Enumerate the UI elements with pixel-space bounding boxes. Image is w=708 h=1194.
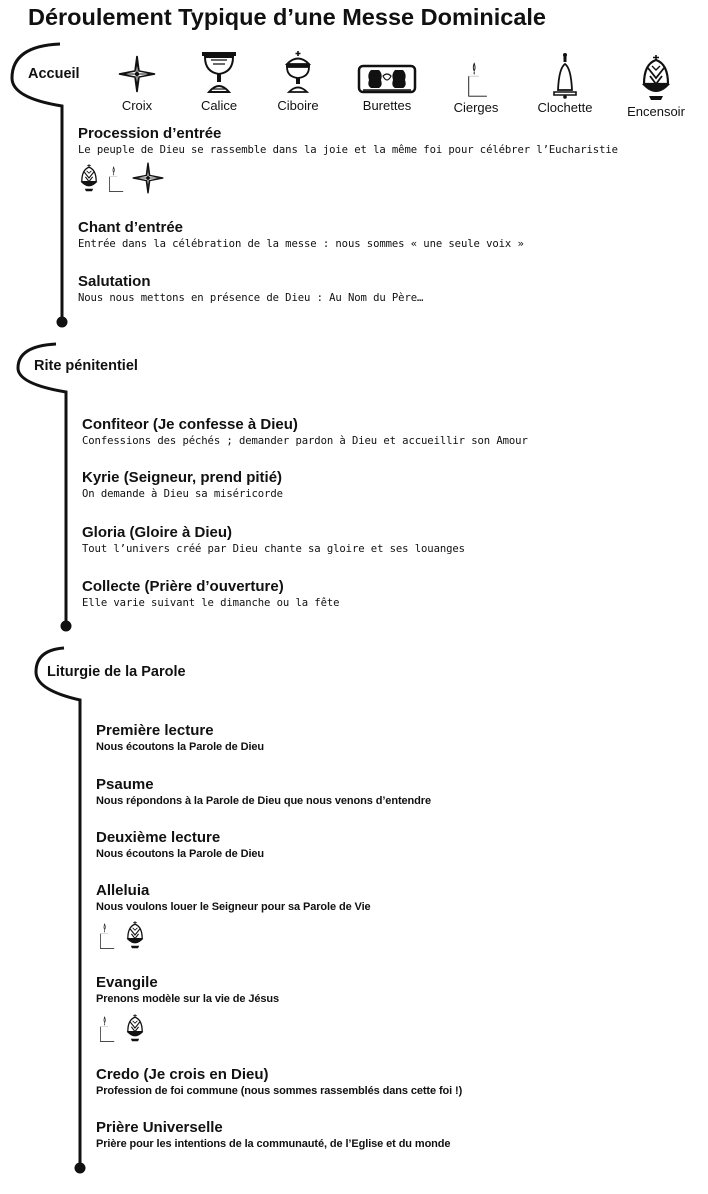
object-label: Encensoir <box>627 104 685 119</box>
timeline-bracket-parole <box>36 648 80 1168</box>
step-title: Chant d’entrée <box>78 219 184 236</box>
step-description: Prière pour les intentions de la communauté, de l’Eglise et du monde <box>96 1138 451 1150</box>
step-procession-entree <box>78 124 618 158</box>
step-credo <box>96 1065 462 1099</box>
object-label: Calice <box>200 98 238 113</box>
step-title: Collecte (Prière d’ouverture) <box>82 578 284 595</box>
object-label: Cierges <box>453 100 499 115</box>
object-label: Burettes <box>362 98 412 113</box>
step-collecte <box>82 577 339 611</box>
step-chant-entree <box>78 218 524 252</box>
step-confiteor <box>82 415 528 449</box>
ciborium-icon <box>278 50 318 94</box>
step-gloria <box>82 523 465 557</box>
step-description: Tout l’univers créé par Dieu chante sa gloire et ses louanges <box>82 543 465 555</box>
object-cierges <box>436 58 516 115</box>
section-label-liturgie-parole: Liturgie de la Parole <box>47 664 186 680</box>
step-title: Salutation <box>78 273 151 290</box>
object-burettes <box>347 60 427 113</box>
step-title: Credo (Je crois en Dieu) <box>96 1066 269 1083</box>
object-label: Ciboire <box>277 98 319 113</box>
candle-icon <box>95 920 117 950</box>
step-title: Evangile <box>96 974 158 991</box>
step-kyrie <box>82 468 283 502</box>
step-description: Confessions des péchés ; demander pardon à Dieu et accueillir son Amour <box>82 435 528 447</box>
bell-icon <box>550 52 580 100</box>
object-calice <box>179 50 259 113</box>
page-title: Déroulement Typique d’une Messe Dominicale <box>28 4 546 30</box>
object-encensoir <box>616 54 696 119</box>
step-premiere-lecture <box>96 721 264 755</box>
step-title: Procession d’entrée <box>78 125 222 142</box>
step-title: Alleluia <box>96 882 150 899</box>
chalice-icon <box>199 50 239 94</box>
step-description: Profession de foi commune (nous sommes rassemblés dans cette foi !) <box>96 1085 463 1097</box>
candle-icon <box>95 1013 117 1043</box>
step-title: Psaume <box>96 776 154 793</box>
step-description: Nous écoutons la Parole de Dieu <box>96 741 265 753</box>
step-deuxieme-lecture <box>96 828 264 862</box>
object-label: Croix <box>121 98 153 113</box>
step-description: Entrée dans la célébration de la messe : nous sommes « une seule voix » <box>78 238 524 250</box>
step-description: Nous écoutons la Parole de Dieu <box>96 848 265 860</box>
step-description: Elle varie suivant le dimanche ou la fête <box>82 597 340 609</box>
step-psaume <box>96 775 431 809</box>
candle-icon <box>104 163 126 193</box>
timeline-end-dot-accueil <box>57 317 68 328</box>
step-priere-universelle <box>96 1118 450 1152</box>
object-clochette <box>525 52 605 115</box>
step-salutation <box>78 272 423 306</box>
step-title: Confiteor (Je confesse à Dieu) <box>82 416 298 433</box>
censer-icon <box>77 163 101 193</box>
object-ciboire <box>258 50 338 113</box>
censer-icon <box>636 54 676 102</box>
censer-icon <box>123 920 147 950</box>
step-description: Nous répondons à la Parole de Dieu que nous venons d’entendre <box>96 795 431 807</box>
step-title: Prière Universelle <box>96 1119 223 1136</box>
timeline-end-dot-rite <box>61 621 72 632</box>
candle-icon <box>461 58 491 98</box>
timeline-end-dot-parole <box>75 1163 86 1174</box>
step-title: Kyrie (Seigneur, prend pitié) <box>82 469 283 486</box>
step-alleluia <box>96 881 371 915</box>
object-label: Clochette <box>537 100 593 115</box>
timeline-bracket-accueil <box>12 44 62 322</box>
cross-icon <box>131 161 165 195</box>
timeline-bracket-rite <box>18 344 66 626</box>
step-description: Nous nous mettons en présence de Dieu : Au Nom du Père… <box>78 292 424 304</box>
step-description: Prenons modèle sur la vie de Jésus <box>96 993 280 1005</box>
cruets-icon <box>357 60 417 96</box>
section-label-accueil: Accueil <box>28 66 80 82</box>
step-title: Deuxième lecture <box>96 829 221 846</box>
section-label-rite-penitentiel: Rite pénitentiel <box>34 358 138 374</box>
step-description: Le peuple de Dieu se rassemble dans la joie et la même foi pour célébrer l’Eucharistie <box>78 144 618 156</box>
step-description: Nous voulons louer le Seigneur pour sa Parole de Vie <box>96 901 371 913</box>
object-croix <box>97 54 177 113</box>
step-description: On demande à Dieu sa miséricorde <box>82 488 283 500</box>
step-title: Première lecture <box>96 722 214 739</box>
step-evangile <box>96 973 279 1007</box>
censer-icon <box>123 1013 147 1043</box>
cross-icon <box>117 54 157 94</box>
step-title: Gloria (Gloire à Dieu) <box>82 524 233 541</box>
